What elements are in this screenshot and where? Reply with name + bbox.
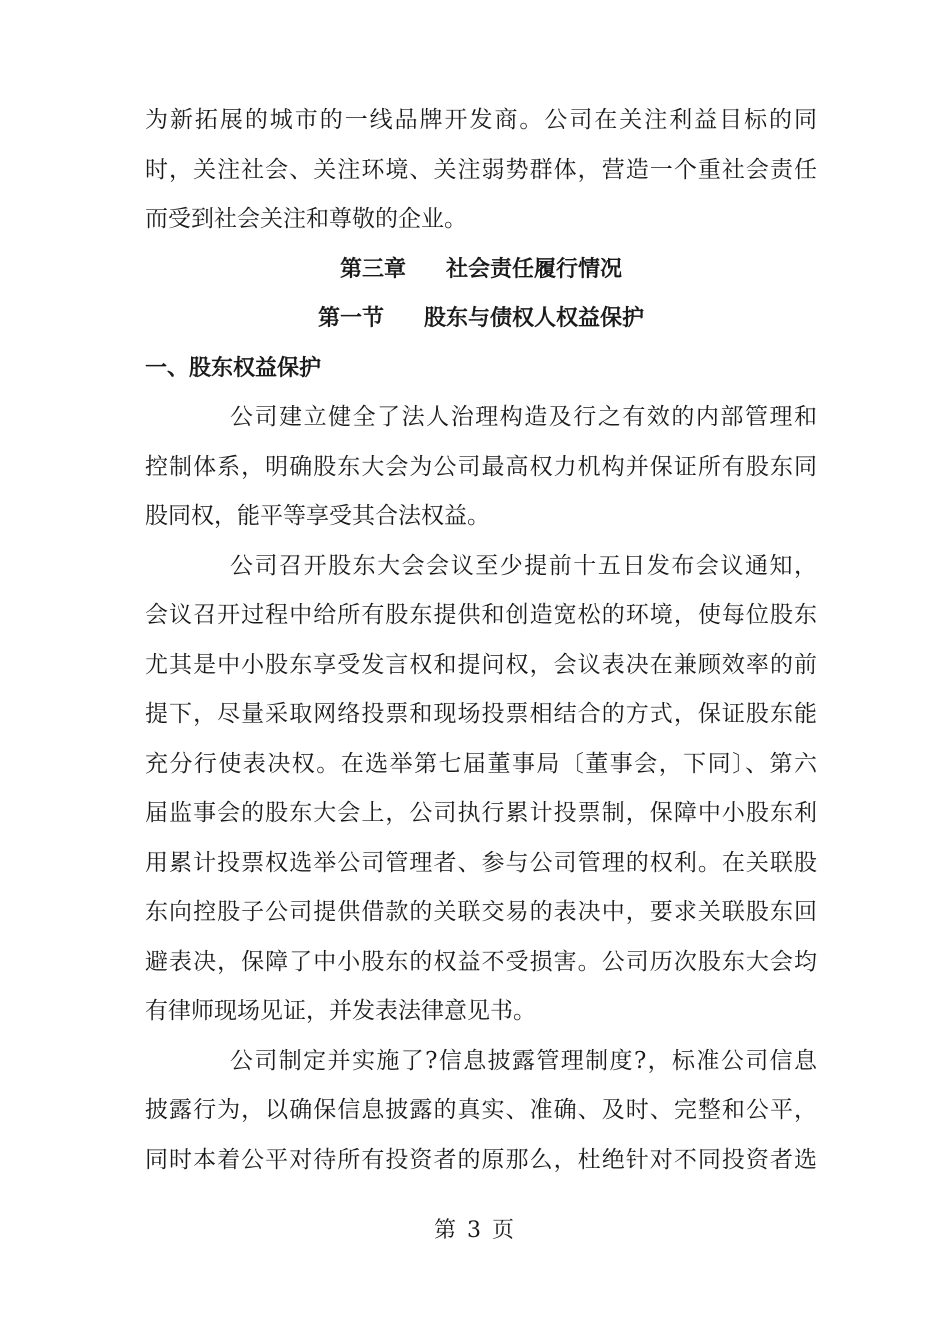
intro-line-3: 而受到社会关注和尊敬的企业。 [145,206,467,232]
paragraph2-line-5: 充分行使表决权。在选举第七届董事局〔董事会，下同〕、第六 [145,750,817,777]
paragraph2-line-4: 提下，尽量采取网络投票和现场投票相结合的方式，保证股东能 [145,701,817,727]
chapter-number: 第三章 [339,256,406,282]
section-title: 股东与债权人权益保护 [424,306,645,331]
document-body [145,96,817,1185]
chapter-title: 社会责任履行情况 [446,256,623,282]
paragraph3-line-3: 同时本着公平对待所有投资者的原那么，杜绝针对不同投资者选 [145,1146,817,1173]
section-number: 第一节 [317,306,384,331]
section-heading [145,294,817,344]
intro-line-2: 时，关注社会、关注环境、关注弱势群体，营造一个重社会责任 [145,156,817,183]
paragraph2-line-10: 有律师现场见证，并发表法律意见书。 [145,998,536,1024]
intro-line-1: 为新拓展的城市的一线品牌开发商。公司在关注利益目标的同 [145,107,817,133]
chapter-heading [145,245,817,295]
paragraph2-line-6: 届监事会的股东大会上，公司执行累计投票制，保障中小股东利 [145,800,817,826]
paragraph2-line-8: 东向控股子公司提供借款的关联交易的表决中，要求关联股东回 [145,899,817,925]
paragraph1-line-1: 公司建立健全了法人治理构造及行之有效的内部管理和 [230,404,817,430]
page-number: 第 3 页 [434,1218,516,1243]
paragraph2-line-3: 尤其是中小股东享受发言权和提问权，会议表决在兼顾效率的前 [145,651,817,678]
paragraph2-line-2: 会议召开过程中给所有股东提供和创造宽松的环境，使每位股东 [145,602,817,628]
paragraph3-line-1: 公司制定并实施了?信息披露管理制度?，标准公司信息 [230,1047,817,1074]
paragraph2-line-9: 避表决，保障了中小股东的权益不受损害。公司历次股东大会均 [145,948,817,975]
paragraph2-line-7: 用累计投票权选举公司管理者、参与公司管理的权利。在关联股 [145,849,817,876]
paragraph1-line-3: 股同权，能平等享受其合法权益。 [145,503,490,529]
paragraph2-line-1: 公司召开股东大会会议至少提前十五日发布会议通知， [230,552,817,579]
subheading: 一、股东权益保护 [145,355,322,381]
paragraph1-line-2: 控制体系，明确股东大会为公司最高权力机构并保证所有股东同 [145,453,817,480]
paragraph3-line-2: 披露行为，以确保信息披露的真实、准确、及时、完整和公平， [145,1097,817,1123]
